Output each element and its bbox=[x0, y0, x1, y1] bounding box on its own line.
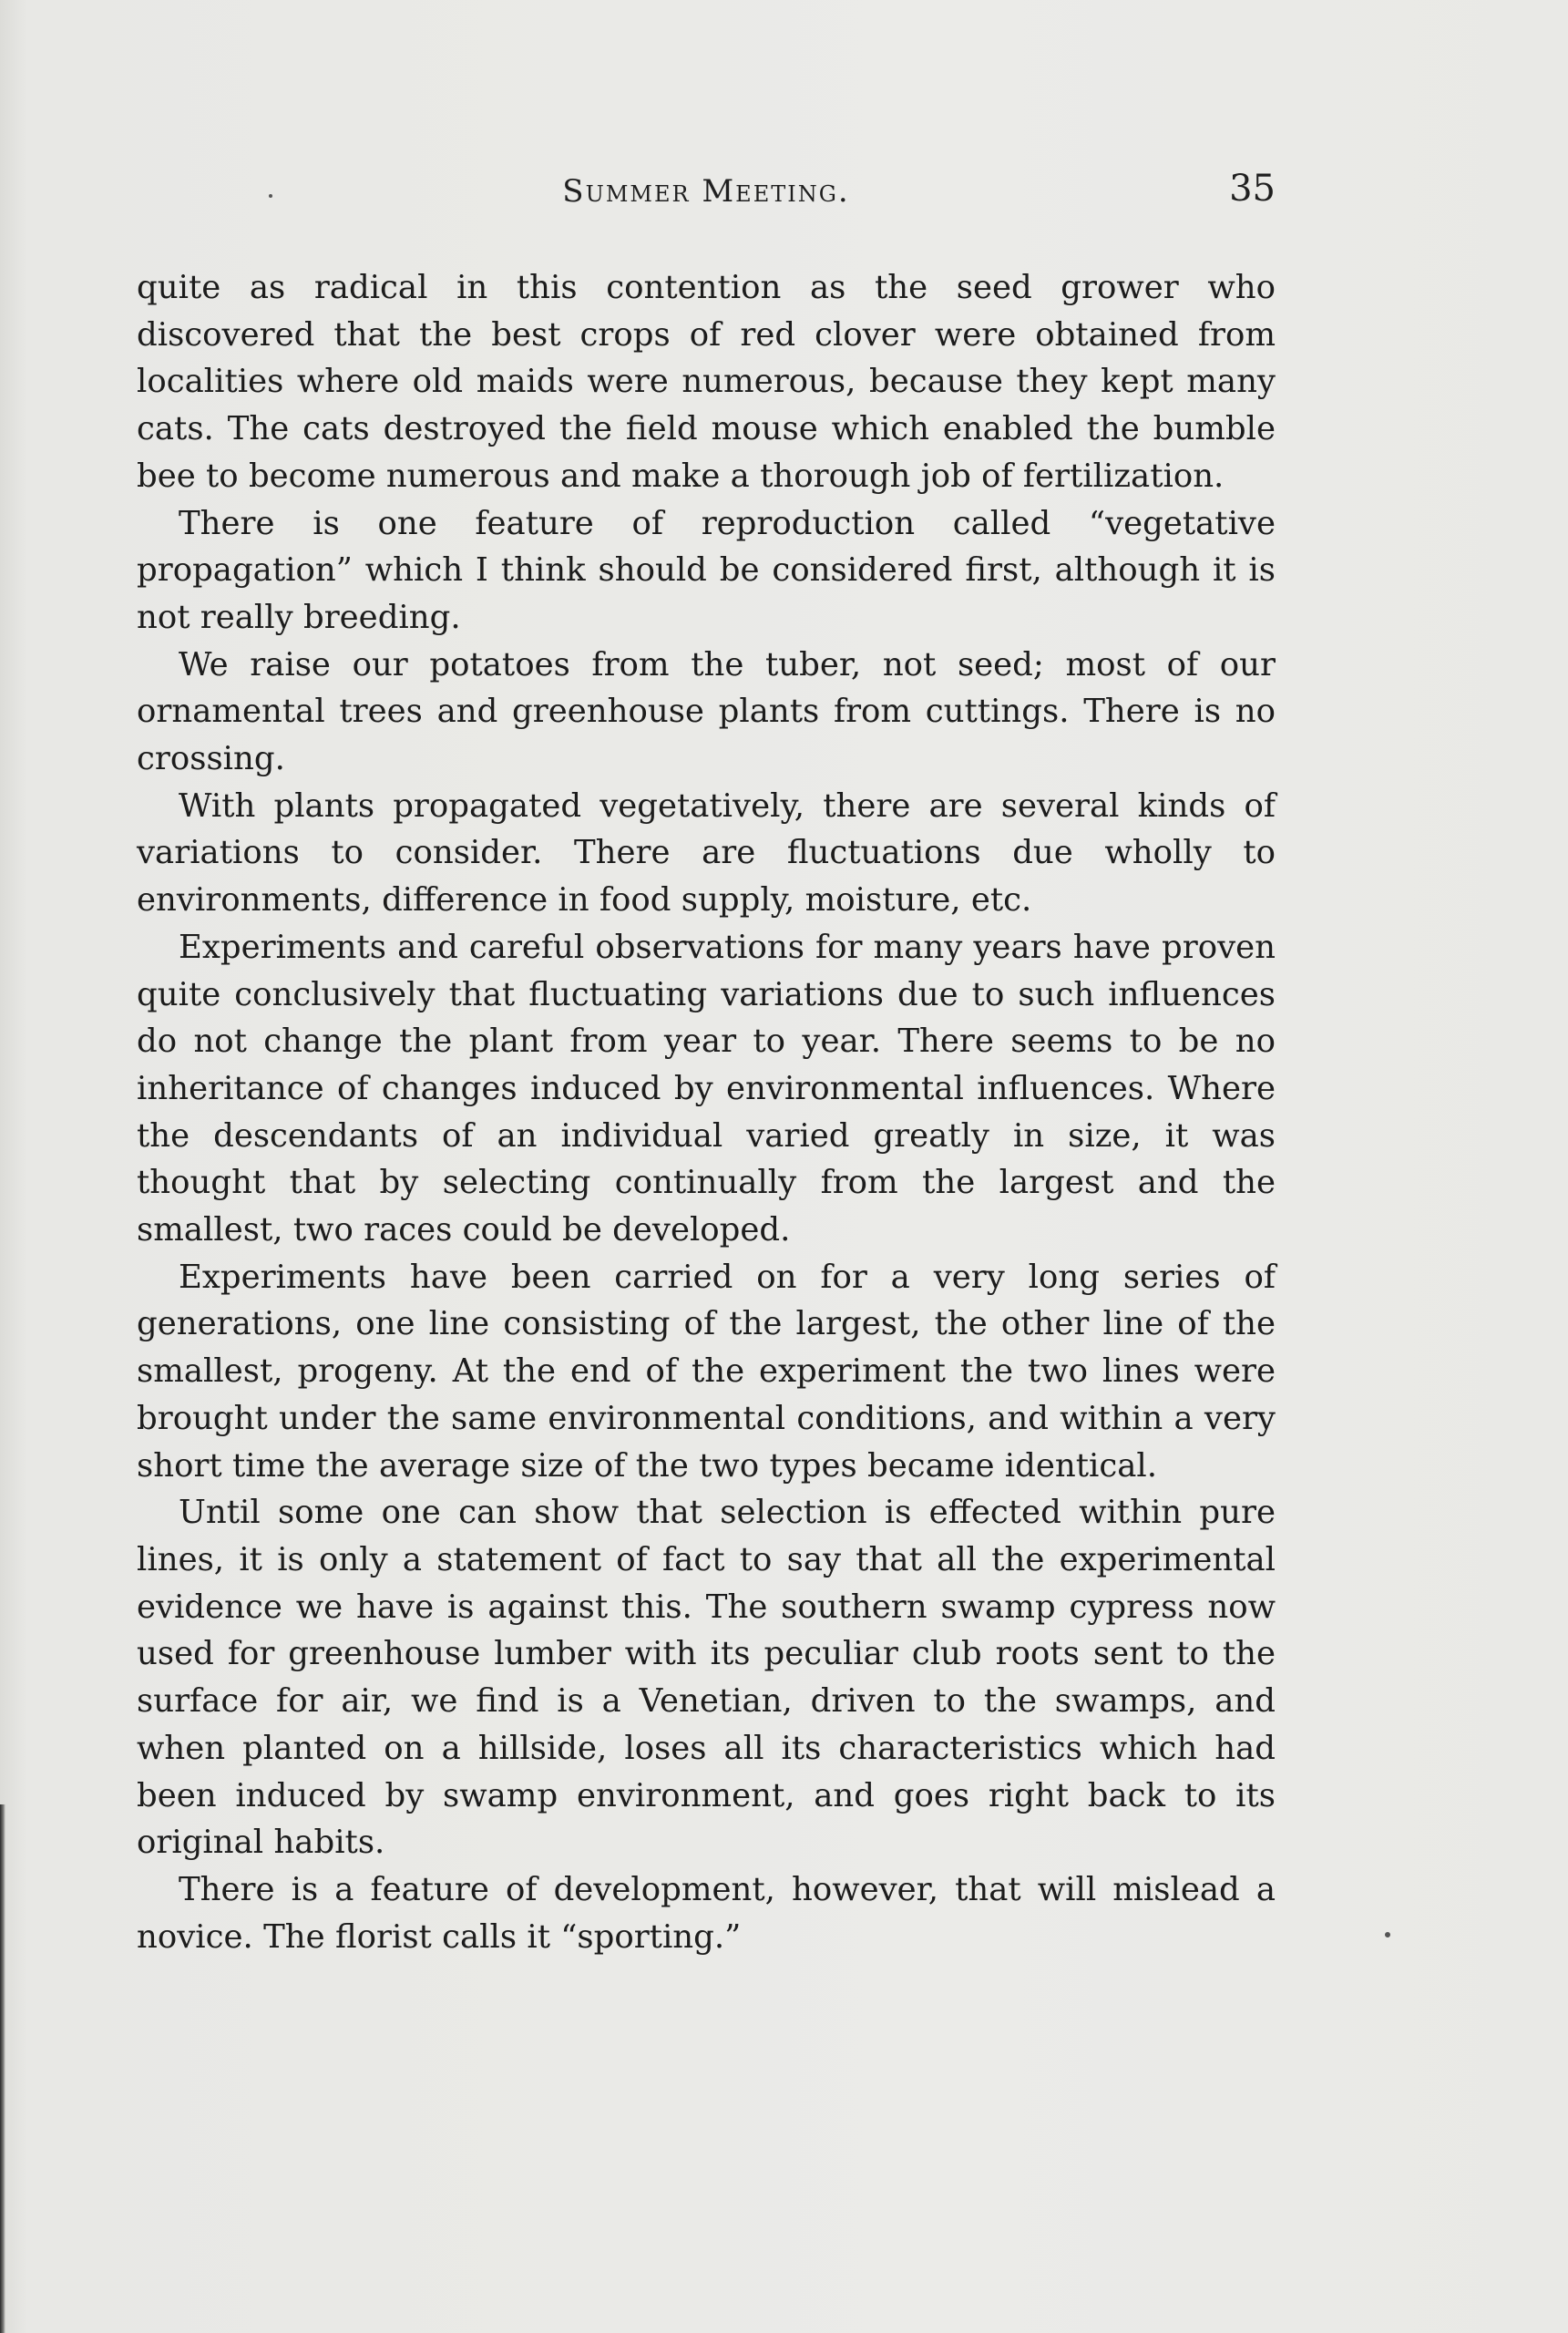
page-header bbox=[137, 168, 1276, 228]
body-text bbox=[137, 264, 1276, 1960]
paragraph-continued: quite as radical in this contention as the seed grower who discovered that the best crops of red clover were obtained from localities where old maids were numerous, because they kept many cats. The cats destroyed the field mouse which enabled the bumble bee to become numerous and make a thorough job of fertilization. bbox=[137, 269, 1276, 495]
paragraph: Experiments and careful observations for many years have proven quite conclusively that fluctuating variations due to such influences do not change the plant from year to year. There seems to be no inheritance of changes induced by environmental influences. Where the descendants of an individual varied greatly in size, it was thought that by selecting continually from the largest and the smallest, two races could be developed. bbox=[137, 928, 1276, 1249]
paragraph: With plants propagated vegetatively, there are several kinds of variations to consider. There are fluctuations due wholly to environments, difference in food supply, moisture, etc. bbox=[137, 786, 1276, 920]
paragraph: There is a feature of development, however, that will mislead a novice. The florist calls it “sporting.” bbox=[137, 1870, 1276, 1956]
page-number: 35 bbox=[1229, 168, 1276, 210]
page-binding-shadow bbox=[0, 1804, 5, 2333]
paragraph: We raise our potatoes from the tuber, not seed; most of our ornamental trees and greenhouse plants from cuttings. There is no crossing. bbox=[137, 645, 1276, 778]
paragraph: Until some one can show that selection is effected within pure lines, it is only a statement of fact to say that all the experimental evidence we have is against this. The southern swamp cypress now used for greenhouse lumber with its peculiar club roots sent to the surface for air, we find is a Venetian, driven to the swamps, and when planted on a hillside, loses all its characteristics which had been induced by swamp environment, and goes right back to its original habits. bbox=[137, 1494, 1276, 1862]
paragraph: There is one feature of reproduction called “vegetative propagation” which I think should be considered first, although it is not really breeding. bbox=[137, 504, 1276, 636]
paragraph: Experiments have been carried on for a very long series of generations, one line consisting of the largest, the other line of the smallest, progeny. At the end of the experiment the two lines were brought under the same environmental conditions, and within a very short time the average size of the two types became identical. bbox=[137, 1258, 1276, 1485]
running-head: Summer Meeting. bbox=[562, 173, 850, 210]
dust-speck bbox=[1385, 1932, 1390, 1937]
